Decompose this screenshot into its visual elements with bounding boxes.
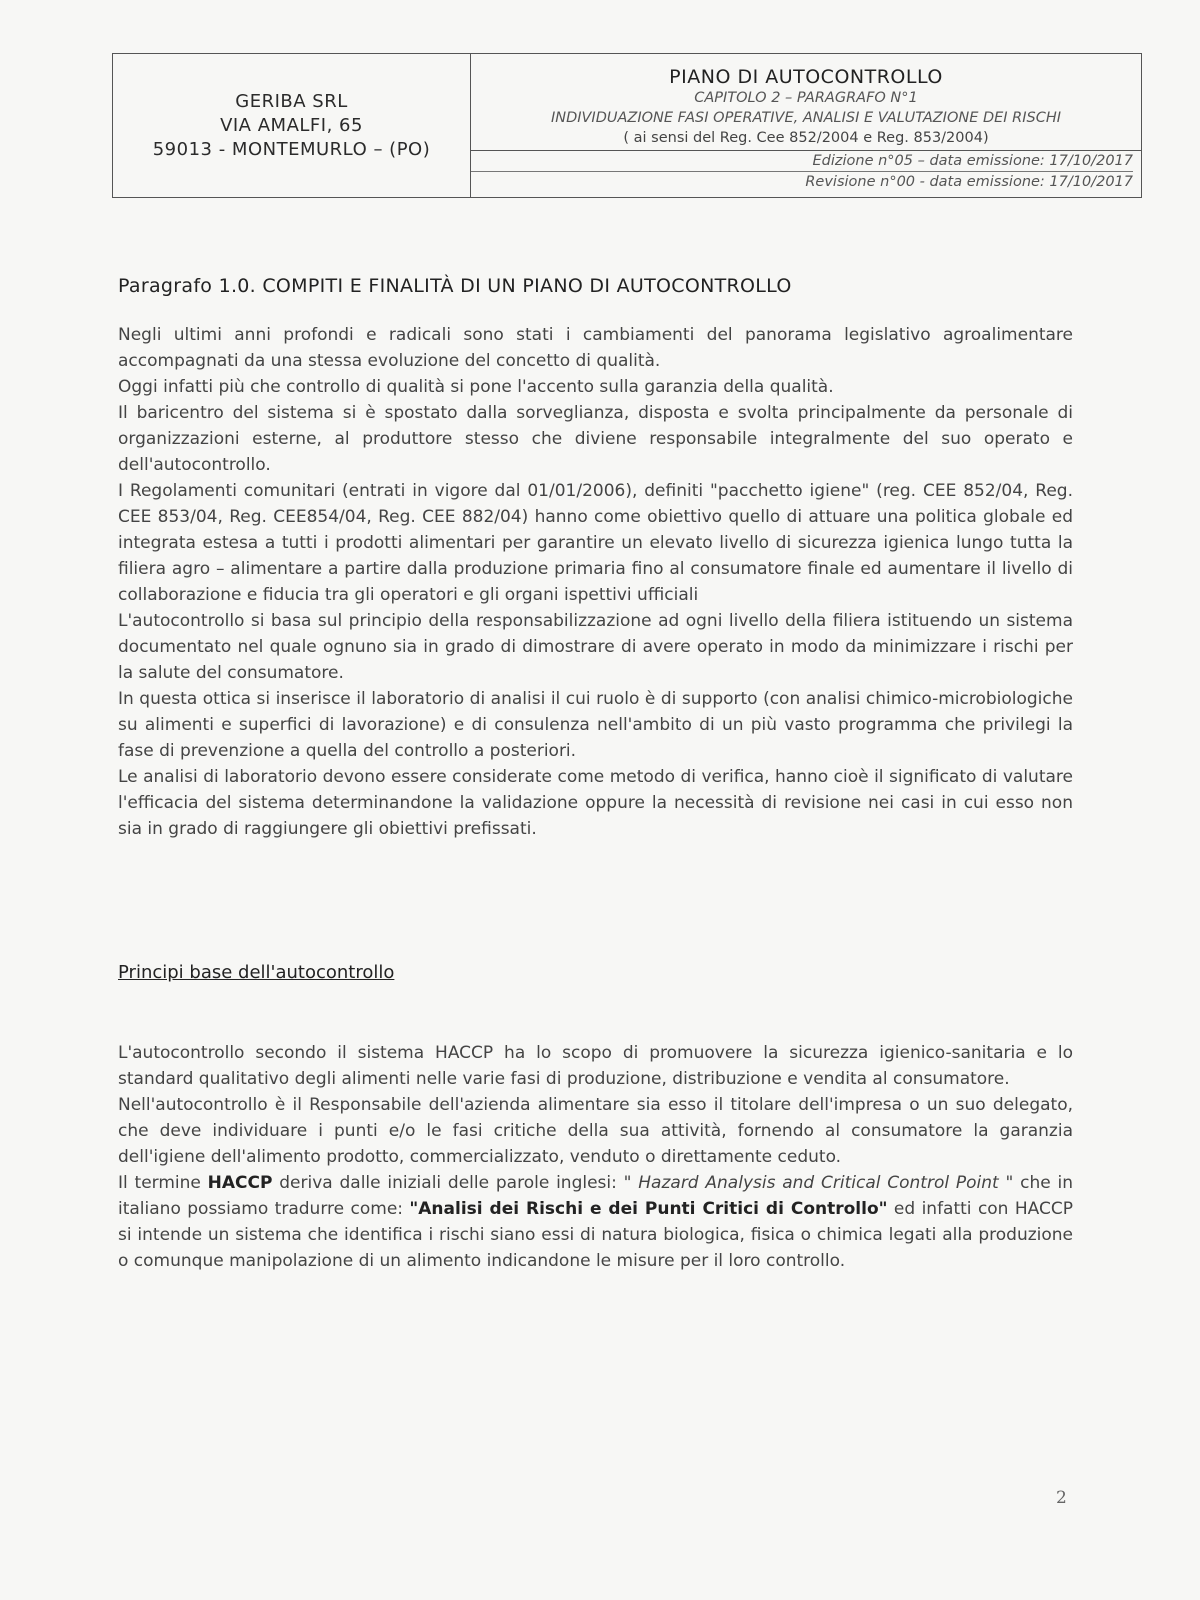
document-header	[112, 53, 1142, 198]
english-term: Hazard Analysis and Critical Control Point	[631, 1173, 1006, 1193]
text-run: ed infatti con HACCP si intende un sistema che identifica i rischi siano essi di natura biologica, fisica o chimica legati alla produzione o comunque manipolazione di un alimento indicandone le misure per il loro controllo.	[118, 1199, 1073, 1271]
paragraph: Nell'autocontrollo è il Responsabile dell'azienda alimentare sia esso il titolare dell'impresa o un suo delegato, che deve individuare i punti e/o le fasi critiche della sua attività, fornendo al consumatore la garanzia dell'igiene dell'alimento prodotto, commercializzato, venduto o direttamente ceduto.	[118, 1095, 1073, 1167]
paragraph: In questa ottica si inserisce il laboratorio di analisi il cui ruolo è di supporto (con analisi chimico-microbiologiche su alimenti e superfici di lavorazione) e di consulenza nell'ambito di un più vasto programma che privilegi la fase di prevenzione a quella del controllo a posteriori.	[118, 689, 1073, 761]
text-run: " che in italiano possiamo tradurre come:	[118, 1173, 1073, 1219]
paragraph: Negli ultimi anni profondi e radicali sono stati i cambiamenti del panorama legislativo agroalimentare accompagnati da una stessa evoluzione del concetto di qualità.	[118, 325, 1073, 371]
edition-info: Edizione n°05 – data emissione: 17/10/2017	[812, 153, 1133, 169]
chapter-label: CAPITOLO 2 – PARAGRAFO N°1	[694, 90, 918, 106]
section-body	[118, 322, 1073, 842]
document-info-block	[471, 54, 1141, 197]
paragraph: Oggi infatti più che controllo di qualità si pone l'accento sulla garanzia della qualità.	[118, 377, 834, 397]
document-title: PIANO DI AUTOCONTROLLO	[669, 66, 943, 88]
company-address: VIA AMALFI, 65	[220, 114, 363, 136]
company-name: GERIBA SRL	[235, 90, 348, 112]
paragraph: Le analisi di laboratorio devono essere considerate come metodo di verifica, hanno cioè il significato di valutare l'efficacia del sistema determinandone la validazione oppure la necessità di revisione nei casi in cui esso non sia in grado di raggiungere gli obiettivi prefissati.	[118, 767, 1073, 839]
haccp-term: HACCP	[207, 1173, 273, 1193]
principles-body	[118, 1040, 1073, 1274]
principles-heading: Principi base dell'autocontrollo	[118, 962, 395, 983]
document-subtitle: INDIVIDUAZIONE FASI OPERATIVE, ANALISI E VALUTAZIONE DEI RISCHI	[550, 110, 1062, 126]
paragraph: I Regolamenti comunitari (entrati in vigore dal 01/01/2006), definiti "pacchetto igiene" (reg. CEE 852/04, Reg. CEE 853/04, Reg. CEE854/04, Reg. CEE 882/04) hanno come obiettivo quello di attuare una politica globale ed integrata estesa a tutti i prodotti alimentari per garantire un elevato livello di sicurezza igienica lungo tutta la filiera agro – alimentare a partire dalla produzione primaria fino al consumatore finale ed aumentare il livello di collaborazione e fiducia tra gli operatori e gli organi ispettivi ufficiali	[118, 481, 1073, 605]
page-number: 2	[1056, 1488, 1067, 1508]
paragraph	[118, 1170, 1073, 1274]
company-city: 59013 - MONTEMURLO – (PO)	[152, 138, 431, 160]
italian-term: "Analisi dei Rischi e dei Punti Critici di Controllo"	[409, 1199, 888, 1219]
paragraph: L'autocontrollo secondo il sistema HACCP ha lo scopo di promuovere la sicurezza igienico-sanitaria e lo standard qualitativo degli alimenti nelle varie fasi di produzione, distribuzione e vendita al consumatore.	[118, 1043, 1073, 1089]
regulation-reference: ( ai sensi del Reg. Cee 852/2004 e Reg. 853/2004)	[623, 130, 989, 146]
revision-info: Revisione n°00 - data emissione: 17/10/2017	[471, 171, 1133, 192]
paragraph: Il baricentro del sistema si è spostato dalla sorveglianza, disposta e svolta principalmente da personale di organizzazioni esterne, al produttore stesso che diviene responsabile integralmente del suo operato e dell'autocontrollo.	[118, 403, 1073, 475]
text-run: Il termine	[118, 1173, 208, 1193]
paragraph: L'autocontrollo si basa sul principio della responsabilizzazione ad ogni livello della filiera istituendo un sistema documentato nel quale ognuno sia in grado di dimostrare di avere operato in modo da minimizzare i rischi per la salute del consumatore.	[118, 611, 1073, 683]
company-block	[113, 54, 471, 197]
text-run: deriva dalle iniziali delle parole inglesi: "	[272, 1173, 632, 1193]
section-title: Paragrafo 1.0. COMPITI E FINALITÀ DI UN PIANO DI AUTOCONTROLLO	[118, 275, 792, 297]
